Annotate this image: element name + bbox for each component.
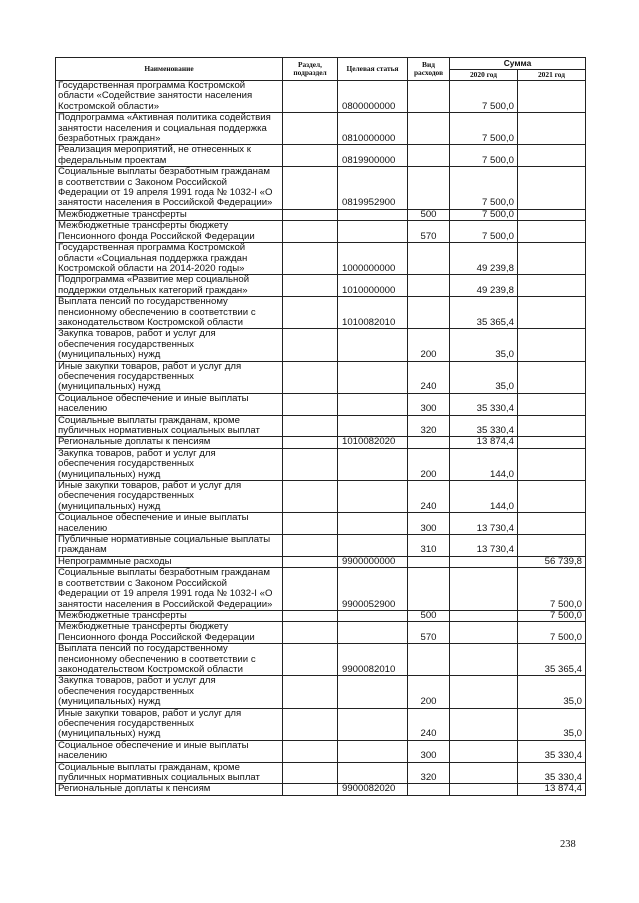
cell-2020: 35 365,4 xyxy=(450,297,518,329)
cell-section xyxy=(283,243,338,275)
cell-2021: 7 500,0 xyxy=(518,610,586,621)
cell-2021 xyxy=(518,167,586,210)
table-row xyxy=(56,556,586,567)
cell-2021 xyxy=(518,448,586,480)
cell-2020: 13 730,4 xyxy=(450,535,518,557)
cell-target xyxy=(338,481,408,513)
cell-2020 xyxy=(450,568,518,611)
cell-type: 570 xyxy=(408,622,450,644)
col-header-sum: Сумма xyxy=(450,58,586,70)
table-row xyxy=(56,513,586,535)
cell-2020 xyxy=(450,610,518,621)
cell-type: 200 xyxy=(408,676,450,708)
cell-section xyxy=(283,145,338,167)
cell-target xyxy=(338,740,408,762)
cell-type: 310 xyxy=(408,535,450,557)
cell-2021 xyxy=(518,297,586,329)
cell-name: Непрограммные расходы xyxy=(56,556,283,567)
cell-2020 xyxy=(450,676,518,708)
cell-target xyxy=(338,448,408,480)
cell-type: 300 xyxy=(408,740,450,762)
cell-2021: 13 874,4 xyxy=(518,784,586,795)
cell-2020 xyxy=(450,622,518,644)
cell-2021 xyxy=(518,275,586,297)
cell-section xyxy=(283,167,338,210)
cell-section xyxy=(283,209,338,220)
table-row xyxy=(56,393,586,415)
budget-table xyxy=(55,57,586,796)
cell-name: Социальные выплаты безработным гражданам в соответствии с Законом Российской Федерации от 19 апреля 1991 года № 1032-I «О занятости населения в Российской Федерации» xyxy=(56,568,283,611)
cell-target: 9900082020 xyxy=(338,784,408,795)
cell-section xyxy=(283,513,338,535)
cell-target xyxy=(338,535,408,557)
cell-section xyxy=(283,610,338,621)
cell-section xyxy=(283,644,338,676)
cell-2021: 35 330,4 xyxy=(518,762,586,784)
table-row xyxy=(56,762,586,784)
col-header-2020: 2020 год xyxy=(450,70,518,81)
table-row xyxy=(56,329,586,361)
cell-2020: 35 330,4 xyxy=(450,393,518,415)
cell-type xyxy=(408,784,450,795)
table-row xyxy=(56,361,586,393)
cell-2021 xyxy=(518,535,586,557)
cell-type xyxy=(408,644,450,676)
table-row xyxy=(56,740,586,762)
table-row xyxy=(56,209,586,220)
cell-type: 500 xyxy=(408,610,450,621)
cell-2021: 35 330,4 xyxy=(518,740,586,762)
table-row xyxy=(56,622,586,644)
cell-type: 300 xyxy=(408,513,450,535)
cell-target xyxy=(338,361,408,393)
cell-2020 xyxy=(450,708,518,740)
cell-section xyxy=(283,113,338,145)
table-row xyxy=(56,481,586,513)
cell-name: Публичные нормативные социальные выплаты гражданам xyxy=(56,535,283,557)
cell-target xyxy=(338,513,408,535)
cell-section xyxy=(283,393,338,415)
col-header-section: Раздел, подраздел xyxy=(283,58,338,81)
cell-type: 200 xyxy=(408,329,450,361)
cell-name: Закупка товаров, работ и услуг для обеспечения государственных (муниципальных) нужд xyxy=(56,676,283,708)
cell-2020 xyxy=(450,740,518,762)
table-row xyxy=(56,448,586,480)
cell-target xyxy=(338,762,408,784)
cell-name: Государственная программа Костромской области «Социальная поддержка граждан Костромской области на 2014-2020 годы» xyxy=(56,243,283,275)
cell-name: Выплата пенсий по государственному пенсионному обеспечению в соответствии с законодательством Костромской области xyxy=(56,644,283,676)
cell-2020: 7 500,0 xyxy=(450,113,518,145)
cell-target: 9900000000 xyxy=(338,556,408,567)
cell-2021 xyxy=(518,113,586,145)
cell-type xyxy=(408,556,450,567)
cell-target xyxy=(338,221,408,243)
table-row xyxy=(56,297,586,329)
cell-target: 9900082010 xyxy=(338,644,408,676)
cell-2021 xyxy=(518,393,586,415)
table-row xyxy=(56,415,586,437)
cell-name: Закупка товаров, работ и услуг для обеспечения государственных (муниципальных) нужд xyxy=(56,448,283,480)
cell-2021 xyxy=(518,145,586,167)
cell-section xyxy=(283,622,338,644)
cell-name: Межбюджетные трансферты бюджету Пенсионного фонда Российской Федерации xyxy=(56,221,283,243)
cell-target: 1010082020 xyxy=(338,437,408,448)
cell-name: Социальные выплаты гражданам, кроме публичных нормативных социальных выплат xyxy=(56,415,283,437)
table-row xyxy=(56,167,586,210)
cell-2021 xyxy=(518,513,586,535)
col-header-name: Наименование xyxy=(56,58,283,81)
cell-section xyxy=(283,784,338,795)
cell-target: 1010082010 xyxy=(338,297,408,329)
cell-name: Государственная программа Костромской области «Содействие занятости населения Костромской области» xyxy=(56,81,283,113)
cell-name: Социальное обеспечение и иные выплаты населению xyxy=(56,393,283,415)
cell-type xyxy=(408,437,450,448)
cell-2020: 49 239,8 xyxy=(450,275,518,297)
cell-target: 0819900000 xyxy=(338,145,408,167)
cell-target xyxy=(338,209,408,220)
cell-name: Межбюджетные трансферты xyxy=(56,610,283,621)
cell-type xyxy=(408,81,450,113)
cell-type: 320 xyxy=(408,762,450,784)
cell-2020 xyxy=(450,644,518,676)
cell-2021: 35,0 xyxy=(518,676,586,708)
cell-type: 320 xyxy=(408,415,450,437)
cell-name: Подпрограмма «Развитие мер социальной поддержки отдельных категорий граждан» xyxy=(56,275,283,297)
table-row xyxy=(56,145,586,167)
cell-2020: 7 500,0 xyxy=(450,145,518,167)
cell-2020: 49 239,8 xyxy=(450,243,518,275)
cell-name: Региональные доплаты к пенсиям xyxy=(56,437,283,448)
cell-2020: 7 500,0 xyxy=(450,81,518,113)
table-row xyxy=(56,568,586,611)
cell-2021 xyxy=(518,221,586,243)
cell-type: 200 xyxy=(408,448,450,480)
cell-type: 570 xyxy=(408,221,450,243)
cell-2021 xyxy=(518,481,586,513)
cell-type xyxy=(408,297,450,329)
cell-2020: 35,0 xyxy=(450,361,518,393)
cell-type: 300 xyxy=(408,393,450,415)
cell-2021: 7 500,0 xyxy=(518,568,586,611)
cell-target xyxy=(338,708,408,740)
cell-name: Реализация мероприятий, не отнесенных к федеральным проектам xyxy=(56,145,283,167)
cell-type xyxy=(408,113,450,145)
cell-2021: 35 365,4 xyxy=(518,644,586,676)
cell-section xyxy=(283,361,338,393)
cell-section xyxy=(283,676,338,708)
cell-name: Межбюджетные трансферты бюджету Пенсионного фонда Российской Федерации xyxy=(56,622,283,644)
col-header-target: Целевая статья xyxy=(338,58,408,81)
cell-target: 0819952900 xyxy=(338,167,408,210)
table-row xyxy=(56,708,586,740)
cell-2021 xyxy=(518,329,586,361)
cell-section xyxy=(283,329,338,361)
cell-2021 xyxy=(518,361,586,393)
cell-2021: 35,0 xyxy=(518,708,586,740)
cell-section xyxy=(283,448,338,480)
cell-name: Иные закупки товаров, работ и услуг для обеспечения государственных (муниципальных) нужд xyxy=(56,708,283,740)
table-row xyxy=(56,676,586,708)
cell-2021 xyxy=(518,437,586,448)
table-row xyxy=(56,610,586,621)
cell-name: Межбюджетные трансферты xyxy=(56,209,283,220)
table-row xyxy=(56,784,586,795)
cell-target: 9900052900 xyxy=(338,568,408,611)
cell-section xyxy=(283,297,338,329)
cell-target xyxy=(338,676,408,708)
cell-name: Подпрограмма «Активная политика содействия занятости населения и социальная поддержка безработных граждан» xyxy=(56,113,283,145)
cell-section xyxy=(283,221,338,243)
cell-2020: 13 874,4 xyxy=(450,437,518,448)
table-row xyxy=(56,535,586,557)
cell-section xyxy=(283,762,338,784)
cell-target: 1000000000 xyxy=(338,243,408,275)
cell-type: 240 xyxy=(408,481,450,513)
cell-2021 xyxy=(518,415,586,437)
cell-2020: 7 500,0 xyxy=(450,221,518,243)
cell-name: Социальные выплаты гражданам, кроме публичных нормативных социальных выплат xyxy=(56,762,283,784)
cell-2020: 7 500,0 xyxy=(450,167,518,210)
cell-2021: 7 500,0 xyxy=(518,622,586,644)
cell-type xyxy=(408,243,450,275)
cell-type xyxy=(408,568,450,611)
table-body xyxy=(56,81,586,796)
cell-type xyxy=(408,167,450,210)
cell-section xyxy=(283,740,338,762)
cell-type xyxy=(408,275,450,297)
cell-section xyxy=(283,437,338,448)
cell-target: 0800000000 xyxy=(338,81,408,113)
cell-target: 1010000000 xyxy=(338,275,408,297)
cell-section xyxy=(283,556,338,567)
cell-2020 xyxy=(450,784,518,795)
table-row xyxy=(56,275,586,297)
cell-section xyxy=(283,415,338,437)
cell-2020: 144,0 xyxy=(450,448,518,480)
col-header-2021: 2021 год xyxy=(518,70,586,81)
cell-2020: 13 730,4 xyxy=(450,513,518,535)
cell-2021: 56 739,8 xyxy=(518,556,586,567)
cell-name: Социальные выплаты безработным гражданам в соответствии с Законом Российской Федерации от 19 апреля 1991 года № 1032-I «О занятости населения в Российской Федерации» xyxy=(56,167,283,210)
cell-2020: 7 500,0 xyxy=(450,209,518,220)
cell-section xyxy=(283,81,338,113)
table-row xyxy=(56,243,586,275)
cell-name: Социальное обеспечение и иные выплаты населению xyxy=(56,740,283,762)
table-row xyxy=(56,437,586,448)
table-row xyxy=(56,644,586,676)
cell-type: 240 xyxy=(408,708,450,740)
cell-target xyxy=(338,622,408,644)
cell-name: Иные закупки товаров, работ и услуг для обеспечения государственных (муниципальных) нужд xyxy=(56,481,283,513)
table-row xyxy=(56,113,586,145)
cell-target xyxy=(338,610,408,621)
cell-name: Иные закупки товаров, работ и услуг для обеспечения государственных (муниципальных) нужд xyxy=(56,361,283,393)
page-number: 238 xyxy=(560,839,576,850)
cell-name: Социальное обеспечение и иные выплаты населению xyxy=(56,513,283,535)
cell-section xyxy=(283,535,338,557)
cell-2021 xyxy=(518,243,586,275)
cell-2021 xyxy=(518,209,586,220)
cell-type xyxy=(408,145,450,167)
cell-name: Выплата пенсий по государственному пенсионному обеспечению в соответствии с законодательством Костромской области xyxy=(56,297,283,329)
cell-2020: 35,0 xyxy=(450,329,518,361)
cell-2020 xyxy=(450,762,518,784)
cell-2020: 144,0 xyxy=(450,481,518,513)
cell-2021 xyxy=(518,81,586,113)
cell-target xyxy=(338,415,408,437)
cell-target xyxy=(338,393,408,415)
cell-section xyxy=(283,275,338,297)
cell-target xyxy=(338,329,408,361)
cell-type: 500 xyxy=(408,209,450,220)
cell-type: 240 xyxy=(408,361,450,393)
cell-name: Региональные доплаты к пенсиям xyxy=(56,784,283,795)
cell-section xyxy=(283,708,338,740)
col-header-type: Вид расходов xyxy=(408,58,450,81)
header-row-top xyxy=(56,58,586,70)
cell-2020: 35 330,4 xyxy=(450,415,518,437)
cell-section xyxy=(283,481,338,513)
cell-target: 0810000000 xyxy=(338,113,408,145)
table-row xyxy=(56,221,586,243)
cell-section xyxy=(283,568,338,611)
cell-2020 xyxy=(450,556,518,567)
table-row xyxy=(56,81,586,113)
cell-name: Закупка товаров, работ и услуг для обеспечения государственных (муниципальных) нужд xyxy=(56,329,283,361)
